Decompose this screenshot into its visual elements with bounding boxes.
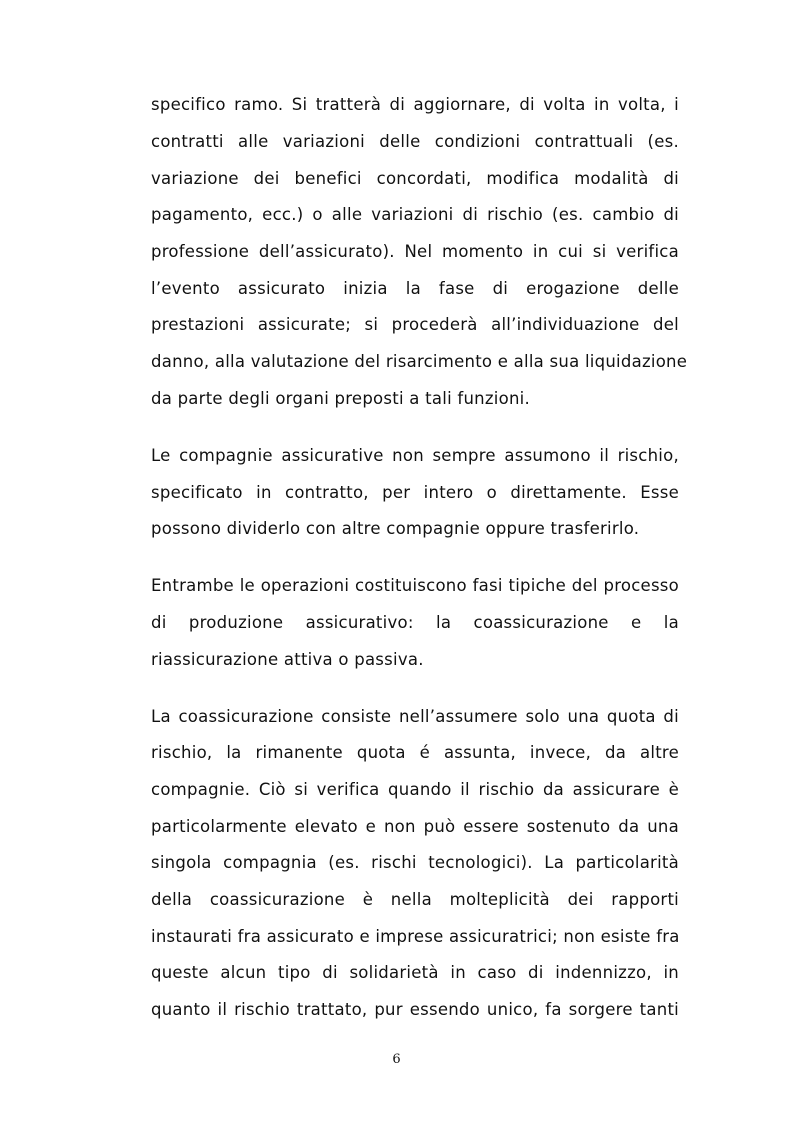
text-line: particolarmente elevato e non può essere sostenuto da una [151,817,679,836]
text-line: possono dividerlo con altre compagnie oppure trasferirlo. [151,519,640,538]
text-line: specificato in contratto, per intero o direttamente. Esse [151,483,679,502]
text-line: instaurati fra assicurato e imprese assicuratrici; non esiste fra [151,927,680,946]
text-line: riassicurazione attiva o passiva. [151,650,424,669]
text-line: da parte degli organi preposti a tali funzioni. [151,389,530,408]
text-line: Entrambe le operazioni costituiscono fasi tipiche del processo [151,576,679,595]
text-line: professione dell’assicurato). Nel momento in cui si verifica [151,242,679,261]
text-line: quanto il rischio trattato, pur essendo unico, fa sorgere tanti [151,1000,679,1019]
text-line: danno, alla valutazione del risarcimento e alla sua liquidazione [151,352,688,371]
text-line: La coassicurazione consiste nell’assumere solo una quota di [151,707,679,726]
text-line: compagnie. Ciò si verifica quando il rischio da assicurare è [151,780,679,799]
text-line: contratti alle variazioni delle condizioni contrattuali (es. [151,132,679,151]
text-line: Le compagnie assicurative non sempre assumono il rischio, [151,446,679,465]
page-number: 6 [392,1052,401,1067]
text-line: specifico ramo. Si tratterà di aggiornare, di volta in volta, i [151,95,679,114]
text-line: variazione dei benefici concordati, modifica modalità di [151,169,679,188]
text-line: l’evento assicurato inizia la fase di erogazione delle [151,279,679,298]
text-line: della coassicurazione è nella molteplicità dei rapporti [151,890,679,909]
text-line: queste alcun tipo di solidarietà in caso di indennizzo, in [151,963,679,982]
text-line: rischio, la rimanente quota é assunta, invece, da altre [151,743,679,762]
text-line: di produzione assicurativo: la coassicurazione e la [151,613,679,632]
text-line: pagamento, ecc.) o alle variazioni di rischio (es. cambio di [151,205,679,224]
text-line: prestazioni assicurate; si procederà all’individuazione del [151,315,679,334]
text-line: singola compagnia (es. rischi tecnologici). La particolarità [151,853,679,872]
